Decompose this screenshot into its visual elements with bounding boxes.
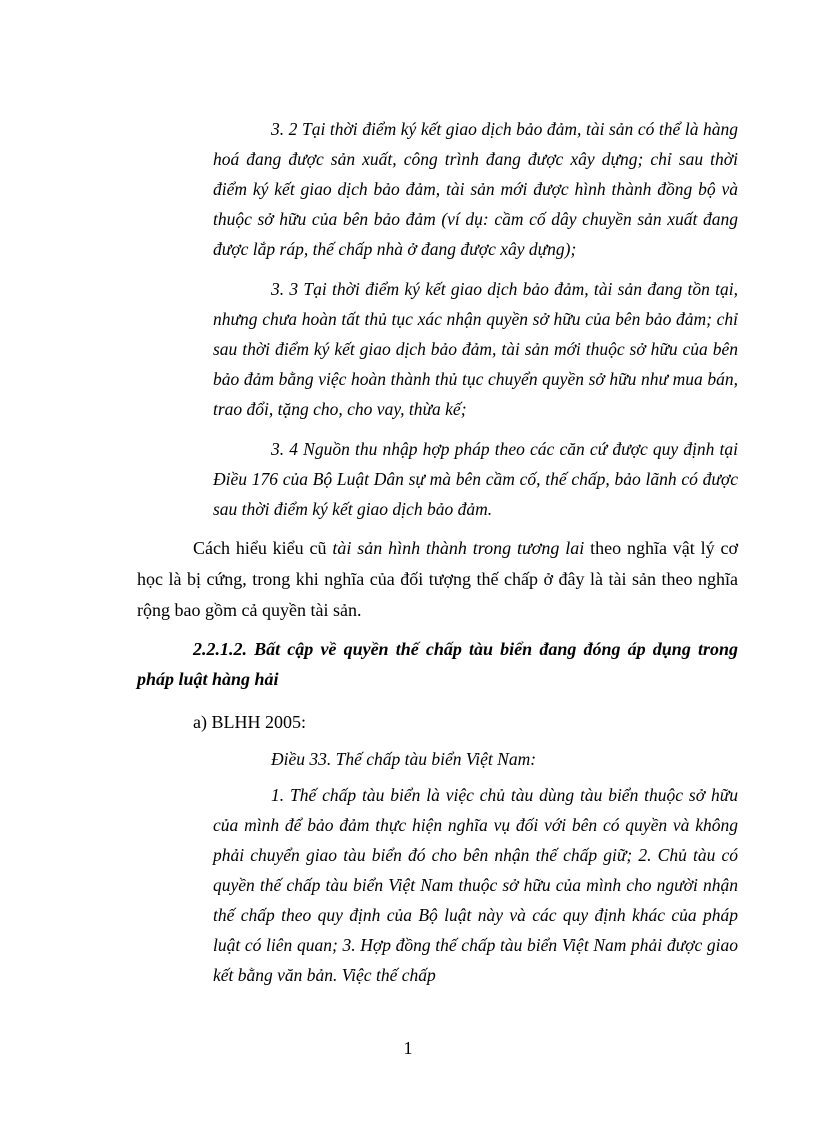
section-label: a) BLHH 2005: xyxy=(193,712,306,732)
paragraph-3-2 xyxy=(213,114,738,264)
paragraph-3-2-text: 3. 2 Tại thời điểm ký kết giao dịch bảo đảm, tài sản có thể là hàng hoá đang được sản xuất, công trình đang được xây dựng; chỉ sau thời điểm ký kết giao dịch bảo đảm, tài sản mới được hình thành đồng bộ và thuộc sở hữu của bên bảo đảm (ví dụ: cầm cố dây chuyền sản xuất đang được lắp ráp, thế chấp nhà ở đang được xây dựng); xyxy=(213,119,738,259)
paragraph-3-4 xyxy=(213,434,738,524)
body-paragraph xyxy=(137,533,738,626)
body-text-end: theo nghĩa vật lý cơ học là bị cứng, trong khi nghĩa của đối tượng thế chấp ở đây là tài sản theo nghĩa rộng bao gồm cả quyền tài sản. xyxy=(137,538,738,620)
paragraph-3-3-text: 3. 3 Tại thời điểm ký kết giao dịch bảo đảm, tài sản đang tồn tại, nhưng chưa hoàn tất thủ tục xác nhận quyền sở hữu của bên bảo đảm; chỉ sau thời điểm ký kết giao dịch bảo đảm, tài sản mới thuộc sở hữu của bên bảo đảm bằng việc hoàn thành thủ tục chuyển quyền sở hữu như mua bán, trao đổi, tặng cho, cho vay, thừa kế; xyxy=(213,279,738,419)
section-heading-text: 2.2.1.2. Bất cập về quyền thế chấp tàu biển đang đóng áp dụng trong pháp luật hàng hải xyxy=(137,639,738,689)
article-title: Điều 33. Thế chấp tàu biển Việt Nam: xyxy=(271,749,537,769)
section-heading xyxy=(137,634,738,694)
body-text-italic-term: tài sản hình thành trong tương lai xyxy=(332,538,585,558)
page-number: 1 xyxy=(403,1038,413,1058)
body-text-start: Cách hiểu kiểu cũ xyxy=(193,538,333,558)
paragraph-3-4-text: 3. 4 Nguồn thu nhập hợp pháp theo các căn cứ được quy định tại Điều 176 của Bộ Luật Dân sự mà bên cầm cố, thế chấp, bảo lãnh có được sau thời điểm ký kết giao dịch bảo đảm. xyxy=(213,439,738,519)
article-text-body: 1. Thế chấp tàu biển là việc chủ tàu dùng tàu biển thuộc sở hữu của mình để bảo đảm thực hiện nghĩa vụ đối với bên có quyền và không phải chuyển giao tàu biển đó cho bên nhận thế chấp giữ; 2. Chủ tàu có quyền thế chấp tàu biển Việt Nam thuộc sở hữu của mình cho người nhận thế chấp theo quy định của Bộ luật này và các quy định khác của pháp luật có liên quan; 3. Hợp đồng thế chấp tàu biển Việt Nam phải được giao kết bằng văn bản. Việc thế chấp xyxy=(213,785,738,985)
article-text xyxy=(213,780,738,990)
paragraph-3-3 xyxy=(213,274,738,424)
